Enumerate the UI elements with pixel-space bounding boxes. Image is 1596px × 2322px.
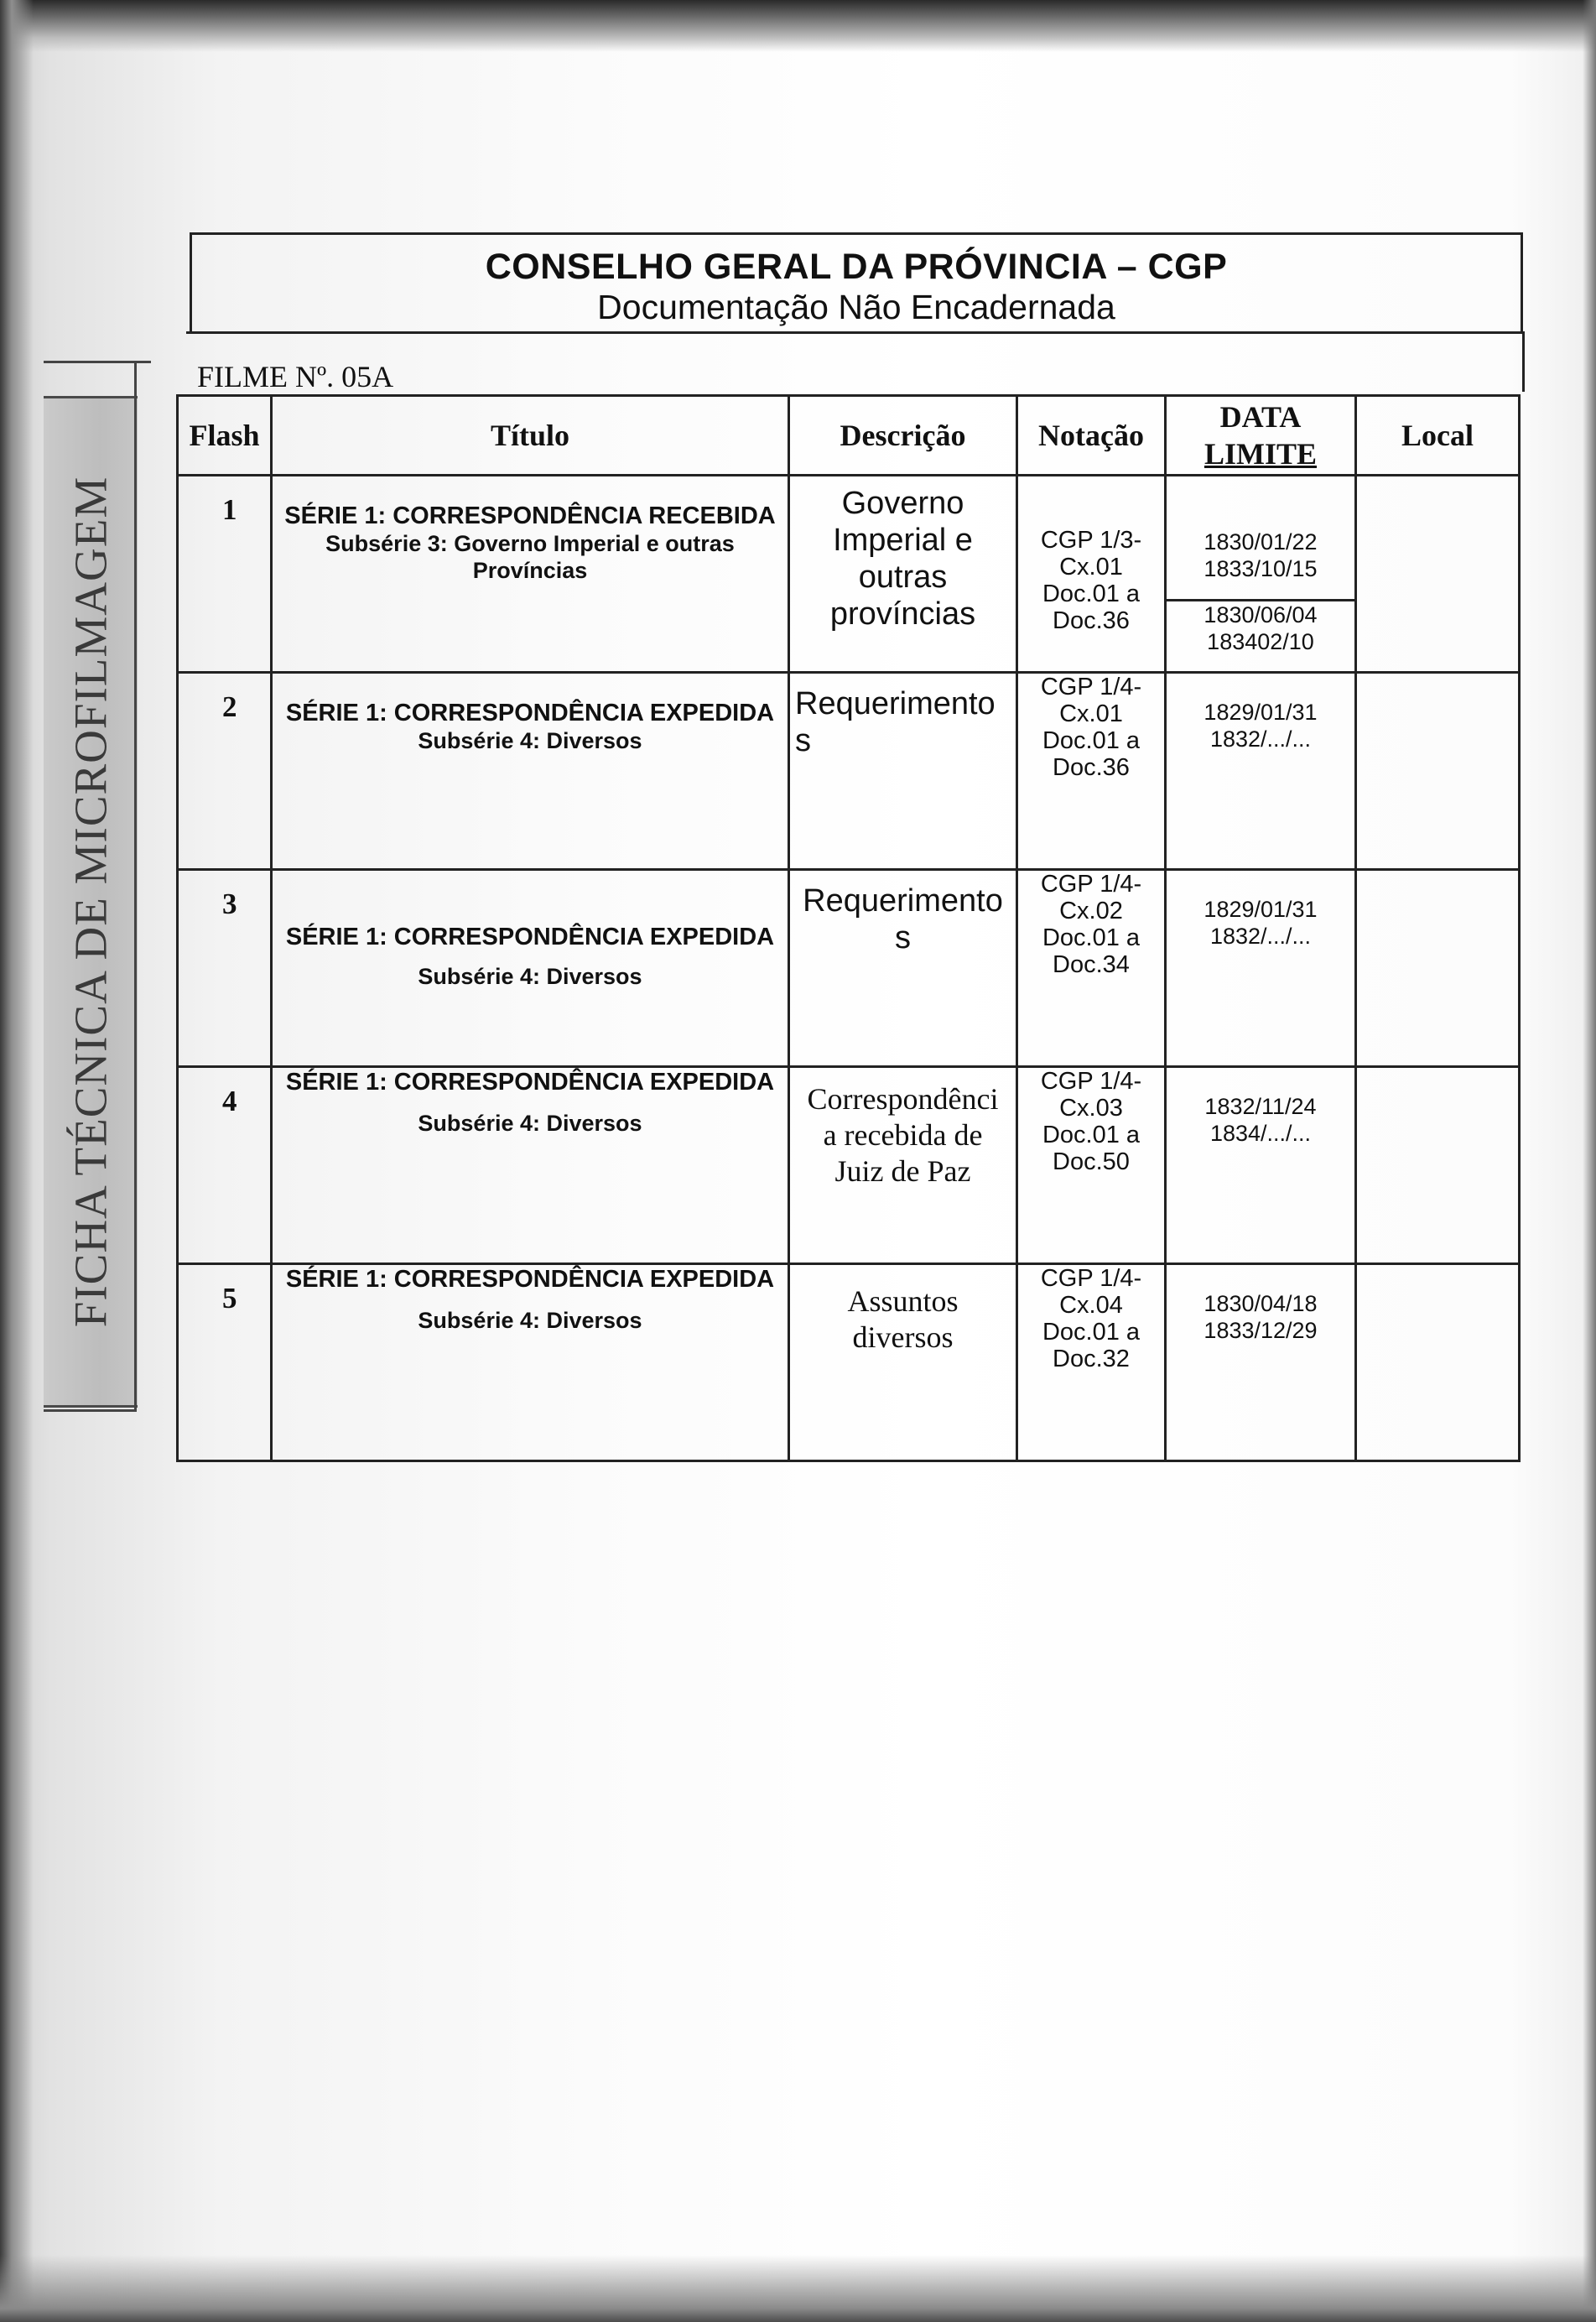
data-value: 1830/04/18 — [1203, 1291, 1318, 1316]
notacao-line: Doc.36 — [1053, 754, 1130, 781]
descricao-line: diversos — [852, 1320, 954, 1354]
serie-text: SÉRIE 1: CORRESPONDÊNCIA EXPEDIDA — [285, 924, 775, 950]
column-header-data-line1: DATA — [1219, 400, 1302, 434]
data-value: 1830/01/22 — [1203, 529, 1318, 554]
notacao-cell — [1017, 673, 1166, 870]
scan-left-shadow — [0, 0, 34, 2322]
notacao-cell — [1017, 870, 1166, 1067]
column-header-data-line2: LIMITE — [1203, 437, 1318, 471]
data-value: 1833/12/29 — [1203, 1318, 1318, 1343]
data-limite-cell — [1166, 476, 1356, 673]
side-tab-bottom-line — [44, 1409, 137, 1412]
notacao-line: Cx.01 — [1059, 700, 1123, 727]
titulo-cell — [272, 673, 789, 870]
descricao-line: Assuntos — [847, 1284, 959, 1318]
column-header-notacao: Notação — [1017, 396, 1166, 476]
document-subtitle: Documentação Não Encadernada — [597, 288, 1115, 326]
notacao-line: Doc.32 — [1053, 1346, 1130, 1372]
notacao-line: Doc.01 a — [1042, 1319, 1141, 1346]
data-value: 1833/10/15 — [1203, 556, 1318, 581]
data-value: 1830/06/04 — [1203, 602, 1318, 627]
document-title: CONSELHO GERAL DA PRÓVINCIA – CGP — [485, 247, 1228, 287]
flash-number: 1 — [222, 493, 237, 526]
descricao-line: a recebida de — [823, 1118, 983, 1152]
notacao-line: Doc.50 — [1053, 1148, 1130, 1175]
descricao-line: Requerimento — [795, 686, 996, 721]
descricao-line: Governo — [841, 486, 964, 521]
descricao-line: Requerimento — [803, 883, 1003, 919]
data-limite-cell — [1166, 870, 1356, 1067]
table-row — [178, 476, 1520, 673]
data-value: 1829/01/31 — [1203, 897, 1318, 922]
flash-cell — [178, 1264, 272, 1461]
notacao-line: CGP 1/4- — [1040, 1068, 1142, 1095]
descricao-line: Correspondênci — [807, 1082, 999, 1116]
local-cell — [1356, 870, 1520, 1067]
subserie-text: Subsérie 4: Diversos — [418, 964, 642, 989]
notacao-line: Cx.01 — [1059, 554, 1123, 580]
column-header-titulo: Título — [272, 396, 789, 476]
data-value: 183402/10 — [1207, 629, 1314, 654]
descricao-cell — [789, 1067, 1017, 1264]
descricao-line: províncias — [829, 596, 976, 632]
flash-number: 4 — [222, 1085, 237, 1117]
flash-cell — [178, 673, 272, 870]
column-header-flash: Flash — [178, 396, 272, 476]
data-value: 1829/01/31 — [1203, 700, 1318, 725]
notacao-line: Doc.01 a — [1042, 924, 1141, 951]
notacao-line: Doc.01 a — [1042, 727, 1141, 754]
notacao-cell — [1017, 476, 1166, 673]
titulo-cell — [272, 1264, 789, 1461]
notacao-line: Doc.01 a — [1042, 580, 1141, 607]
notacao-line: Cx.04 — [1059, 1292, 1123, 1319]
serie-text: SÉRIE 1: CORRESPONDÊNCIA RECEBIDA — [284, 502, 776, 529]
notacao-line: Cx.03 — [1059, 1095, 1123, 1122]
column-header-data-limite — [1166, 396, 1356, 476]
notacao-cell — [1017, 1264, 1166, 1461]
table-row — [178, 1067, 1520, 1264]
descricao-line: Imperial e — [833, 523, 973, 558]
titulo-cell — [272, 870, 789, 1067]
side-tab-text: FICHA TÉCNICA DE MICROFILMAGEM — [65, 476, 117, 1328]
flash-number: 3 — [222, 888, 237, 920]
microfilm-table — [176, 394, 1521, 1462]
flash-number: 5 — [222, 1282, 237, 1315]
descricao-cell — [789, 1264, 1017, 1461]
scan-top-shadow — [0, 0, 1596, 52]
film-number-label: FILME Nº. 05A — [197, 360, 394, 393]
side-tab-right-line — [134, 361, 137, 1411]
scan-right-shadow — [1583, 0, 1596, 2322]
table-row — [178, 673, 1520, 870]
notacao-line: CGP 1/4- — [1040, 871, 1142, 898]
subserie-text: Subsérie 3: Governo Imperial e outras — [325, 531, 735, 556]
data-limite-cell — [1166, 1067, 1356, 1264]
descricao-cell — [789, 673, 1017, 870]
descricao-line: outras — [858, 560, 948, 595]
subserie-text: Subsérie 4: Diversos — [418, 1111, 642, 1136]
local-cell — [1356, 476, 1520, 673]
subserie-text: Subsérie 4: Diversos — [418, 728, 642, 753]
local-cell — [1356, 673, 1520, 870]
data-limite-cell — [1166, 673, 1356, 870]
table-row — [178, 1264, 1520, 1461]
subserie-text-cont: Províncias — [472, 558, 588, 583]
notacao-line: CGP 1/3- — [1040, 527, 1142, 554]
column-header-local: Local — [1356, 396, 1520, 476]
serie-text: SÉRIE 1: CORRESPONDÊNCIA EXPEDIDA — [285, 1266, 775, 1293]
descricao-cell — [789, 870, 1017, 1067]
serie-text: SÉRIE 1: CORRESPONDÊNCIA EXPEDIDA — [285, 1069, 775, 1096]
data-limite-cell — [1166, 1264, 1356, 1461]
data-value: 1832/.../... — [1209, 924, 1312, 949]
table-header-row — [178, 396, 1520, 476]
notacao-line: Cx.02 — [1059, 898, 1123, 924]
flash-cell — [178, 1067, 272, 1264]
film-row — [186, 331, 1525, 392]
titulo-cell — [272, 476, 789, 673]
data-value: 1834/.../... — [1209, 1121, 1312, 1146]
notacao-line: Doc.01 a — [1042, 1122, 1141, 1148]
local-cell — [1356, 1067, 1520, 1264]
scan-bottom-shadow — [0, 2255, 1596, 2322]
notacao-line: Doc.36 — [1053, 607, 1130, 634]
notacao-cell — [1017, 1067, 1166, 1264]
descricao-line: s — [795, 723, 811, 758]
flash-number: 2 — [222, 690, 237, 723]
data-value: 1832/.../... — [1209, 726, 1312, 752]
flash-cell — [178, 870, 272, 1067]
subserie-text: Subsérie 4: Diversos — [418, 1308, 642, 1333]
data-value: 1832/11/24 — [1204, 1094, 1317, 1119]
flash-cell — [178, 476, 272, 673]
table-row — [178, 870, 1520, 1067]
descricao-cell — [789, 476, 1017, 673]
notacao-line: Doc.34 — [1053, 951, 1130, 978]
notacao-line: CGP 1/4- — [1040, 1265, 1142, 1292]
local-cell — [1356, 1264, 1520, 1461]
titulo-cell — [272, 1067, 789, 1264]
column-header-descricao: Descrição — [789, 396, 1017, 476]
document-header — [190, 232, 1523, 331]
notacao-line: CGP 1/4- — [1040, 674, 1142, 700]
serie-text: SÉRIE 1: CORRESPONDÊNCIA EXPEDIDA — [285, 700, 775, 726]
descricao-line: s — [895, 920, 911, 955]
descricao-line: Juiz de Paz — [834, 1154, 971, 1188]
